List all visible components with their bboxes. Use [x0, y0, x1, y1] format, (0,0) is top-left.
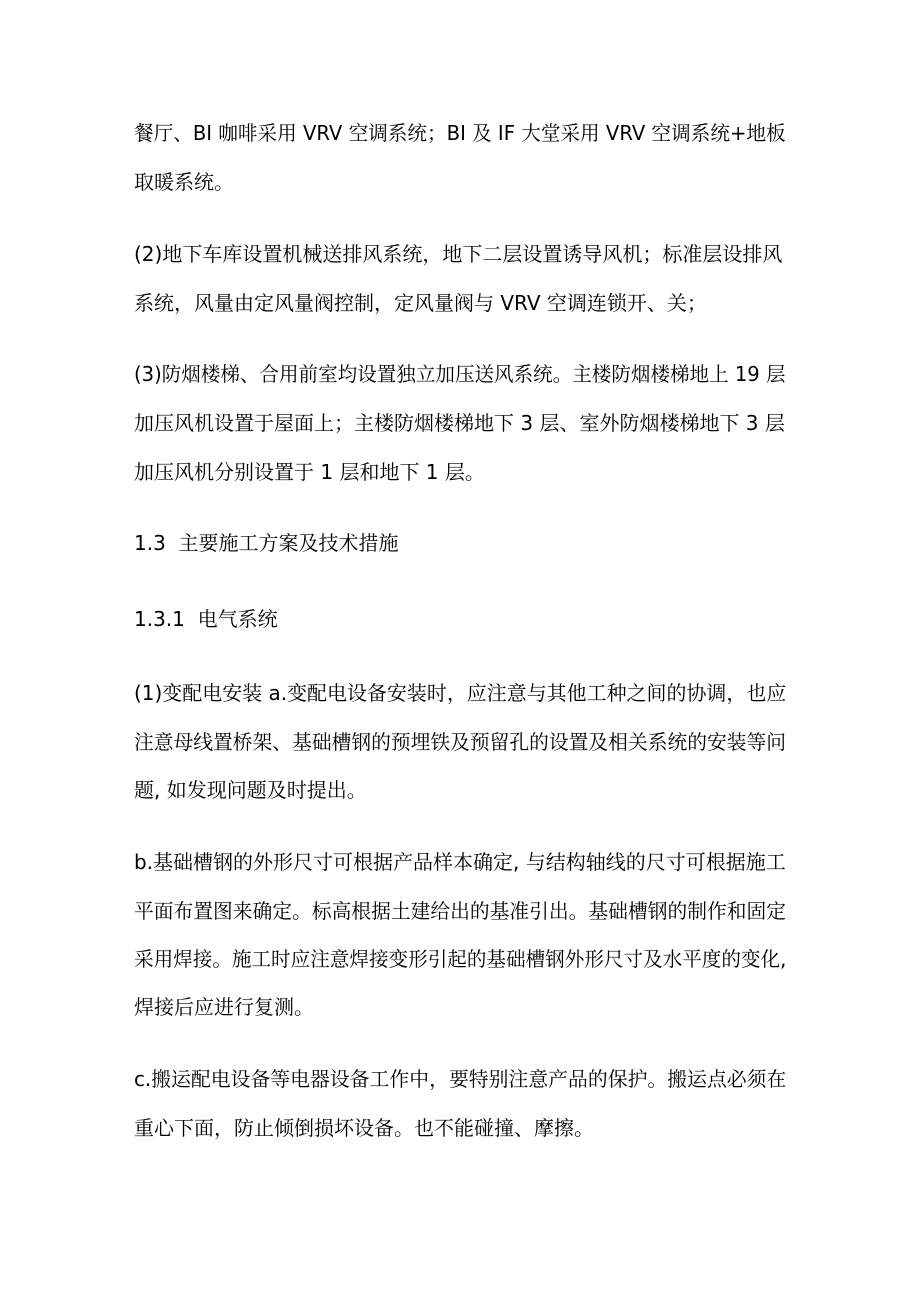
- subsection-heading: 1.3.1 电气系统: [134, 607, 278, 631]
- paragraph-4-line-2: 注意母线置桥架、基础槽钢的预埋铁及预留孔的设置及相关系统的安装等问: [134, 730, 786, 754]
- paragraph-6-line-1: c.搬运配电设备等电器设备工作中，要特别注意产品的保护。搬运点必须在: [134, 1067, 787, 1091]
- paragraph-4-line-3: 题, 如发现问题及时提出。: [134, 778, 367, 802]
- paragraph-5-line-4: 焊接后应进行复测。: [134, 995, 314, 1019]
- paragraph-2-line-2: 系统，风量由定风量阀控制，定风量阀与 VRV 空调连锁开、关；: [134, 291, 707, 315]
- paragraph-4-line-1: (1)变配电安装 a.变配电设备安装时，应注意与其他工种之间的协调，也应: [134, 681, 787, 705]
- section-heading: 1.3 主要施工方案及技术措施: [134, 531, 399, 555]
- paragraph-6-line-2: 重心下面，防止倾倒损坏设备。也不能碰撞、摩擦。: [134, 1116, 594, 1140]
- paragraph-1-line-1: 餐厅、BI 咖啡采用 VRV 空调系统；BI 及 IF 大堂采用 VRV 空调系统+地板: [134, 121, 786, 145]
- paragraph-2-line-1: (2)地下车库设置机械送排风系统，地下二层设置诱导风机；标准层设排风: [134, 242, 783, 266]
- paragraph-3-line-1: (3)防烟楼梯、合用前室均设置独立加压送风系统。主楼防烟楼梯地上 19 层: [134, 362, 786, 386]
- paragraph-1-line-2: 取暖系统。: [134, 170, 234, 194]
- paragraph-5-line-1: b.基础槽钢的外形尺寸可根据产品样本确定, 与结构轴线的尺寸可根据施工: [134, 850, 786, 874]
- paragraph-3-line-3: 加压风机分别设置于 1 层和地下 1 层。: [134, 460, 485, 484]
- paragraph-5-line-2: 平面布置图来确定。标高根据土建给出的基准引出。基础槽钢的制作和固定: [134, 899, 786, 923]
- paragraph-3-line-2: 加压风机设置于屋面上；主楼防烟楼梯地下 3 层、室外防烟楼梯地下 3 层: [134, 411, 785, 435]
- paragraph-5-line-3: 采用焊接。施工时应注意焊接变形引起的基础槽钢外形尺寸及水平度的变化,: [134, 947, 787, 971]
